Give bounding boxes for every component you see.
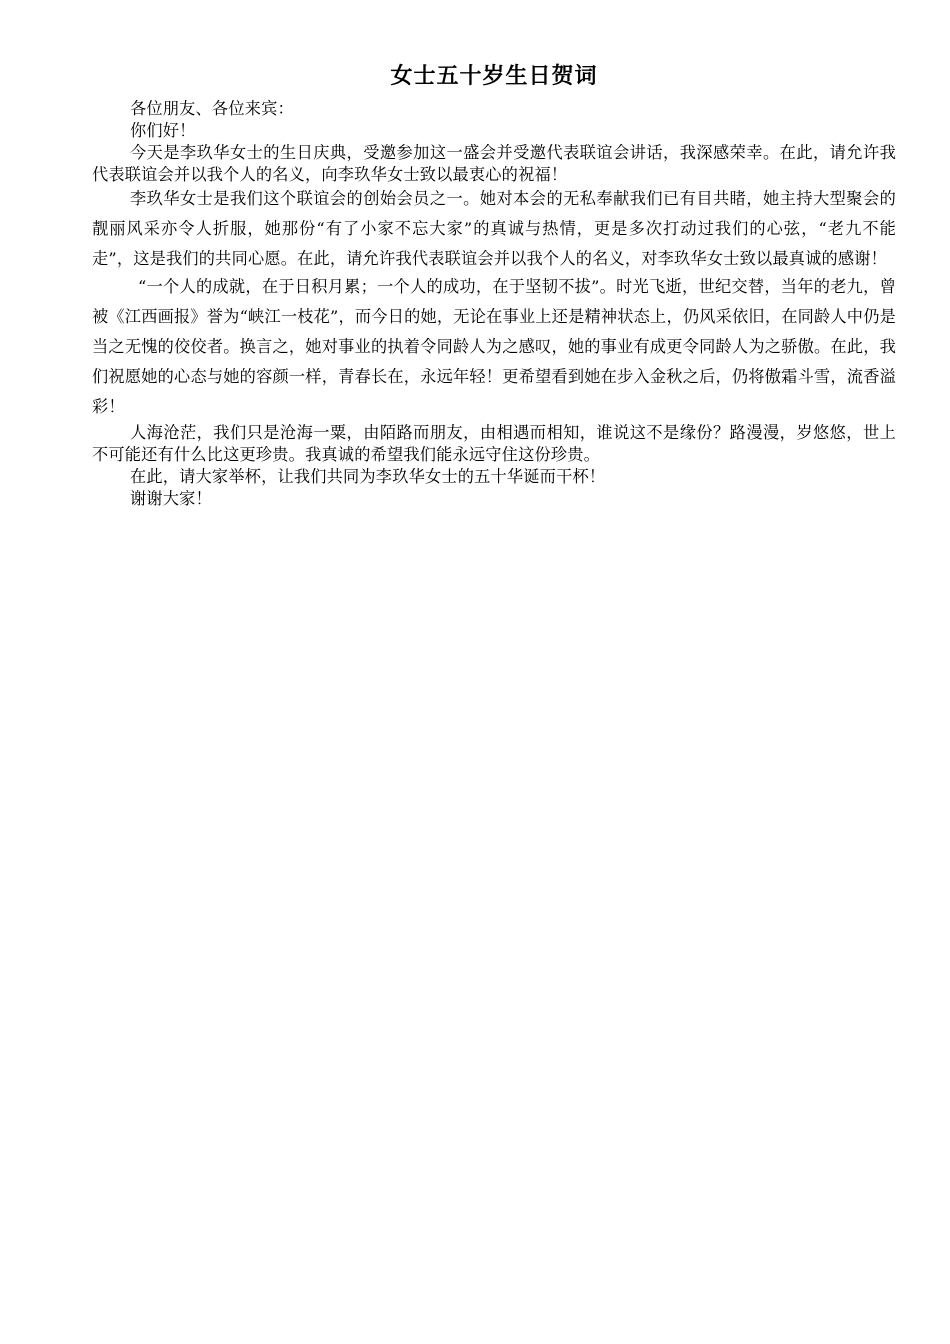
- paragraph-achievement: “一个人的成就，在于日积月累；一个人的成功，在于坚韧不拔”。时光飞逝，世纪交替，当年的老九，曾被《江西画报》誉为“峡江一枝花”，而今日的她，无论在事业上还是精神状态上，仍风采依旧，在同龄人中仍是当之无愧的佼佼者。换言之，她对事业的执着令同龄人为之感叹，她的事业有成更令同龄人为之骄傲。在此，我们祝愿她的心态与她的容颜一样，青春长在，永远年轻！更希望看到她在步入金秋之后，仍将傲霜斗雪，流香溢彩！: [92, 277, 896, 416]
- paragraph-opening: 今天是李玖华女士的生日庆典，受邀参加这一盛会并受邀代表联谊会讲话，我深感荣幸。在此，请允许我代表联谊会并以我个人的名义，向李玖华女士致以最衷心的祝福！: [92, 143, 896, 184]
- paragraph-toast: 在此，请大家举杯，让我们共同为李玖华女士的五十华诞而干杯！: [130, 467, 606, 486]
- greeting-line: 各位朋友、各位来宾：: [130, 99, 294, 118]
- hello-line: 你们好！: [130, 121, 196, 140]
- paragraph-founder: 李玖华女士是我们这个联谊会的创始会员之一。她对本会的无私奉献我们已有目共睹，她主持大型聚会的靓丽风采亦令人折服，她那份“有了小家不忘大家”的真诚与热情，更是多次打动过我们的心弦，“老九不能走”，这是我们的共同心愿。在此，请允许我代表联谊会并以我个人的名义，对李玖华女士致以最真诚的感谢！: [92, 189, 896, 268]
- paragraph-friendship: 人海沧茫，我们只是沧海一粟，由陌路而朋友，由相遇而相知，谁说这不是缘份？路漫漫，岁悠悠，世上不可能还有什么比这更珍贵。我真诚的希望我们能永远守住这份珍贵。: [92, 423, 896, 464]
- paragraph-thanks: 谢谢大家！: [130, 489, 212, 508]
- document-title: 女士五十岁生日贺词: [390, 64, 598, 89]
- document-page: [92, 62, 896, 510]
